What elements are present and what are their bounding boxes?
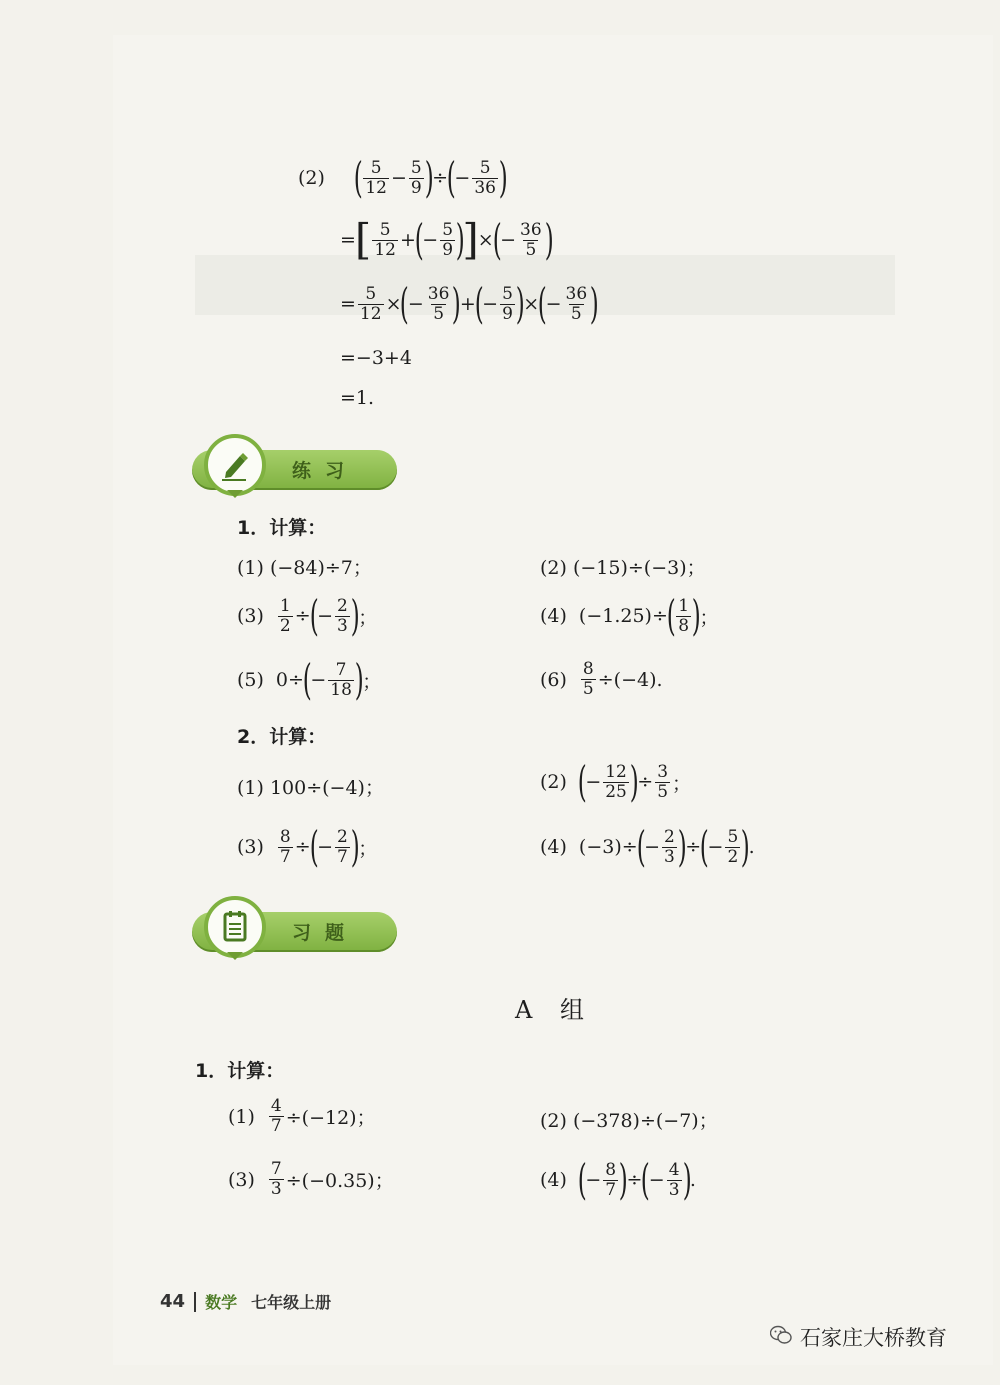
example-label: (2) <box>298 167 325 189</box>
fraction <box>603 1161 618 1200</box>
op: − <box>422 229 439 251</box>
paren: ( <box>699 822 709 871</box>
fraction <box>335 828 350 867</box>
paren: ) <box>629 757 639 806</box>
op: − <box>454 167 471 189</box>
practice-q1-item-3 <box>237 591 378 640</box>
example-line-5: =1. <box>340 387 375 409</box>
paren: ) <box>544 215 554 264</box>
fraction <box>581 660 596 699</box>
exercises-title: 习题 <box>292 922 359 944</box>
item-label: (4) <box>540 1169 567 1191</box>
denominator: 7 <box>336 846 348 867</box>
fraction <box>518 221 544 260</box>
practice-banner <box>192 450 397 490</box>
expr: (−1.25)÷ <box>578 605 668 627</box>
numerator: 2 <box>336 595 348 616</box>
punct: ； <box>358 606 378 629</box>
paren: ) <box>515 279 525 328</box>
item-label: (3) <box>228 1168 255 1191</box>
denominator: 5 <box>570 303 582 324</box>
op: + <box>399 229 416 251</box>
numerator: 5 <box>479 157 491 178</box>
op: ÷ <box>432 167 449 189</box>
numerator: 36 <box>565 283 588 304</box>
denominator: 36 <box>474 177 496 198</box>
op: − <box>585 1169 602 1191</box>
op: − <box>407 293 424 315</box>
example-line-4: =−3+4 <box>340 347 412 369</box>
numerator: 5 <box>727 826 739 847</box>
denominator: 5 <box>433 303 445 324</box>
practice-q1-item-2: (2) (−15)÷(−3)； <box>540 557 706 579</box>
op: ÷ <box>626 1169 643 1191</box>
item-label: (2) <box>540 771 567 793</box>
numerator: 12 <box>605 761 627 782</box>
denominator: 5 <box>582 679 594 699</box>
notebook-icon <box>204 896 266 958</box>
paren: ( <box>414 215 424 264</box>
op: − <box>500 229 517 251</box>
denominator: 7 <box>279 846 291 867</box>
fraction <box>358 285 384 324</box>
paren: ) <box>455 215 465 264</box>
numerator: 2 <box>336 826 348 847</box>
op: − <box>585 771 602 793</box>
paren: ) <box>691 591 701 640</box>
denominator: 25 <box>605 781 627 802</box>
denominator: 12 <box>374 239 396 260</box>
expr: ÷(−0.35)； <box>285 1170 394 1192</box>
item-label: (1) <box>228 1105 255 1128</box>
practice-q2-item-1: (1) 100÷(−4)； <box>237 777 384 799</box>
fraction <box>472 159 498 198</box>
denominator: 7 <box>605 1179 617 1200</box>
op: − <box>317 605 333 627</box>
numerator: 7 <box>270 1159 282 1179</box>
exercises-banner <box>192 912 397 952</box>
denominator: 18 <box>330 679 352 700</box>
paren: ) <box>424 153 434 202</box>
numerator: 5 <box>379 219 391 240</box>
paren: ( <box>577 757 587 806</box>
practice-q2-title: 2．计算： <box>237 726 327 748</box>
paren: ( <box>474 279 484 328</box>
item-label: (6) <box>540 668 567 691</box>
banner-pointer <box>227 952 243 960</box>
banner-pointer <box>227 490 243 498</box>
op: + <box>459 293 476 315</box>
practice-q1-item-6 <box>540 660 663 699</box>
denominator: 9 <box>442 239 454 260</box>
practice-q2-item-3 <box>237 822 378 871</box>
numerator: 36 <box>520 219 542 240</box>
op: − <box>310 669 327 691</box>
paren: ) <box>452 279 462 328</box>
paren: ( <box>577 1155 587 1204</box>
fraction <box>269 1160 284 1199</box>
watermark <box>770 1322 947 1352</box>
op: ÷ <box>294 836 311 858</box>
denominator: 2 <box>727 846 739 867</box>
bracket: ] <box>462 215 479 264</box>
paren: ( <box>302 655 312 704</box>
paren: ( <box>636 822 646 871</box>
paren: ( <box>353 153 363 202</box>
paren: ) <box>350 591 360 640</box>
group-title: A 组 <box>515 996 594 1024</box>
paren: ( <box>400 279 410 328</box>
fraction <box>655 763 670 802</box>
punct: ； <box>672 772 692 795</box>
footer-book: 七年级上册 <box>251 1293 332 1312</box>
op: − <box>545 293 562 315</box>
numerator: 4 <box>668 1159 680 1180</box>
numerator: 7 <box>335 659 347 680</box>
denominator: 8 <box>678 615 690 636</box>
fraction <box>725 828 740 867</box>
numerator: 4 <box>270 1096 282 1116</box>
paren: ) <box>618 1155 628 1204</box>
denominator: 2 <box>279 615 291 636</box>
example-line-2 <box>340 215 554 264</box>
numerator: 5 <box>370 157 382 178</box>
op: − <box>482 293 499 315</box>
page-footer <box>160 1290 331 1313</box>
expr: ÷(−4). <box>597 668 663 691</box>
numerator: 8 <box>582 659 594 679</box>
paren: ) <box>498 153 508 202</box>
numerator: 8 <box>279 826 291 847</box>
example-line-1 <box>298 153 508 202</box>
fraction <box>335 597 350 636</box>
pencil-icon <box>204 434 266 496</box>
denominator: 9 <box>410 177 422 198</box>
exercise-q1-item-2: (2) (−378)÷(−7)； <box>540 1110 718 1132</box>
punct: ； <box>358 837 378 860</box>
paren: ( <box>666 591 676 640</box>
numerator: 36 <box>427 283 450 304</box>
fraction <box>564 285 590 324</box>
practice-q1-title: 1．计算： <box>237 517 327 539</box>
op: = <box>340 293 356 315</box>
expr: 0÷ <box>275 669 304 691</box>
denominator: 7 <box>270 1116 282 1136</box>
fraction <box>426 285 452 324</box>
punct: ； <box>362 670 382 693</box>
denominator: 3 <box>664 846 675 867</box>
paren: ( <box>492 215 502 264</box>
op: ÷ <box>637 771 654 793</box>
paren: ) <box>677 822 687 871</box>
practice-q1-item-1: (1) (−84)÷7； <box>237 557 372 579</box>
denominator: 3 <box>668 1179 680 1200</box>
denominator: 3 <box>336 615 348 636</box>
item-label: (3) <box>237 836 264 858</box>
punct: . <box>748 836 755 858</box>
fraction <box>269 1097 284 1136</box>
denominator: 3 <box>270 1179 282 1199</box>
fraction <box>372 221 398 260</box>
wechat-icon <box>770 1325 792 1350</box>
practice-q1-item-4 <box>540 591 719 640</box>
punct: ； <box>699 606 719 629</box>
op: − <box>390 167 407 189</box>
op: − <box>648 1169 665 1191</box>
footer-subject: 数学 <box>205 1293 238 1312</box>
op: × <box>385 293 402 315</box>
denominator: 12 <box>365 177 387 198</box>
practice-title: 练习 <box>292 460 359 482</box>
example-line-3 <box>340 279 599 328</box>
practice-q1-item-5 <box>237 655 382 704</box>
watermark-text: 石家庄大桥教育 <box>800 1326 947 1350</box>
page-number: 44 <box>160 1291 186 1312</box>
denominator: 12 <box>359 303 382 324</box>
op: − <box>707 836 724 858</box>
denominator: 5 <box>657 781 669 802</box>
item-label: (3) <box>237 605 264 627</box>
fraction <box>676 597 691 636</box>
numerator: 5 <box>442 219 454 240</box>
fraction <box>278 597 293 636</box>
paren: ( <box>309 591 319 640</box>
op: − <box>644 836 660 858</box>
op: × <box>477 229 494 251</box>
numerator: 5 <box>410 157 422 178</box>
expr: ÷(−12)； <box>285 1107 376 1129</box>
numerator: 2 <box>664 826 675 847</box>
op: − <box>317 836 333 858</box>
denominator: 5 <box>525 239 537 260</box>
numerator: 5 <box>502 283 513 304</box>
fraction <box>667 1161 682 1200</box>
fraction <box>363 159 389 198</box>
exercise-q1-item-1 <box>228 1097 376 1136</box>
paren: ( <box>537 279 547 328</box>
exercise-q1-title: 1．计算： <box>195 1060 285 1082</box>
fraction <box>278 828 293 867</box>
fraction <box>500 285 515 324</box>
op: ÷ <box>685 836 702 858</box>
item-label: (5) <box>237 669 264 691</box>
paren: ) <box>354 655 364 704</box>
op: = <box>340 229 356 251</box>
exercise-q1-item-3 <box>228 1160 394 1199</box>
paren: ) <box>740 822 750 871</box>
paren: ( <box>641 1155 651 1204</box>
footer-divider <box>194 1292 196 1312</box>
fraction <box>409 159 424 198</box>
denominator: 9 <box>502 303 513 324</box>
practice-q2-item-2 <box>540 757 692 806</box>
item-label: (4) <box>540 605 567 627</box>
fraction <box>603 763 629 802</box>
punct: . <box>689 1169 696 1191</box>
fraction <box>328 661 354 700</box>
exercise-q1-item-4 <box>540 1155 696 1204</box>
fraction <box>662 828 677 867</box>
numerator: 3 <box>657 761 669 782</box>
fraction <box>440 221 455 260</box>
item-label: (4) <box>540 836 567 858</box>
paren: ) <box>682 1155 692 1204</box>
numerator: 5 <box>365 283 377 304</box>
bracket: [ <box>354 215 372 264</box>
practice-q2-item-4 <box>540 822 755 871</box>
op: × <box>523 293 540 315</box>
numerator: 1 <box>678 595 690 616</box>
paren: ) <box>589 279 599 328</box>
paren: ( <box>309 822 319 871</box>
numerator: 8 <box>605 1159 617 1180</box>
paren: ( <box>446 153 456 202</box>
paren: ) <box>350 822 360 871</box>
op: ÷ <box>294 605 311 627</box>
expr: (−3)÷ <box>578 836 638 858</box>
numerator: 1 <box>279 595 291 616</box>
